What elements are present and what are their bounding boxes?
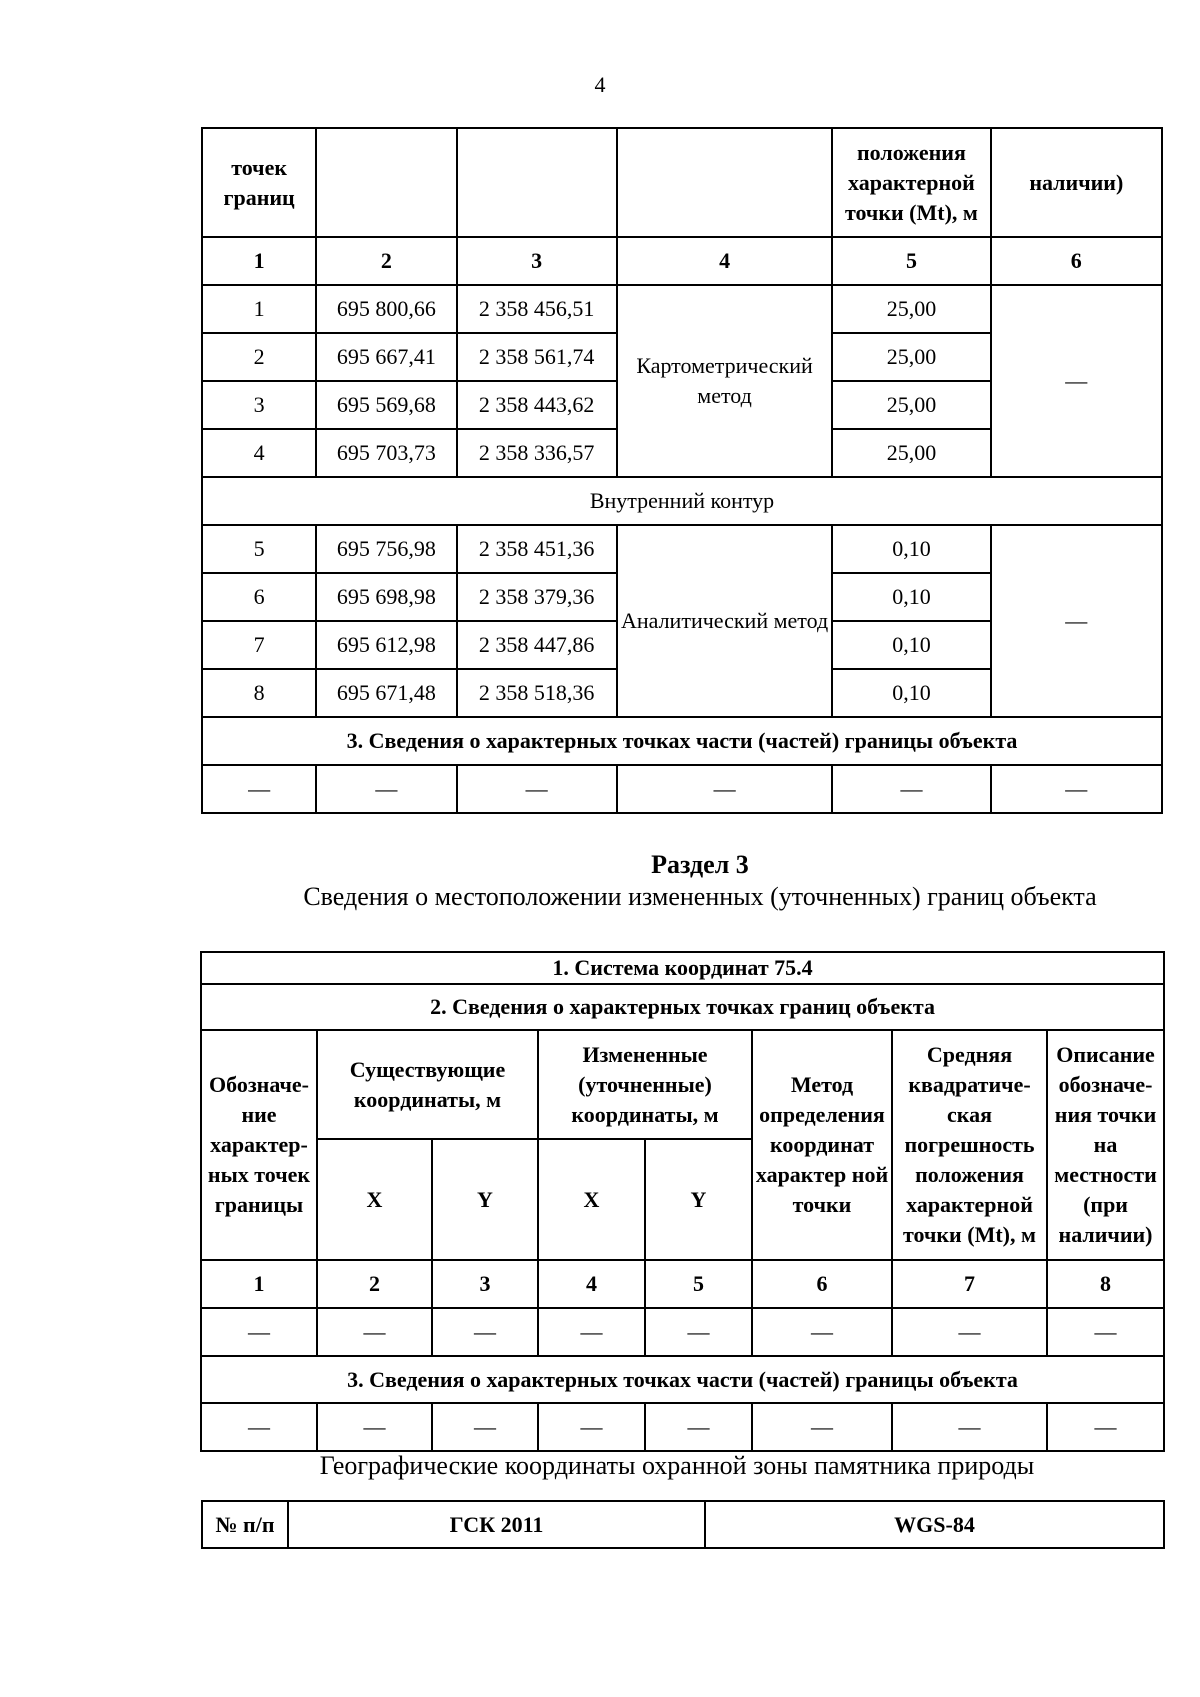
col-header: наличии) [991, 128, 1162, 237]
dash-cell: — [617, 765, 832, 813]
coord-x: 695 756,98 [316, 525, 456, 573]
header-row [201, 1030, 1164, 1139]
coord-x: 695 667,41 [316, 333, 456, 381]
point-number: 6 [202, 573, 316, 621]
x-header: X [538, 1139, 645, 1260]
mt-value: 25,00 [832, 333, 990, 381]
coord-y: 2 358 379,36 [457, 573, 617, 621]
description-cell: — [991, 285, 1162, 477]
dash-cell: — [317, 1403, 432, 1451]
section3-title: 3. Сведения о характерных точках части (частей) границы объекта [202, 717, 1162, 765]
dash-cell: — [538, 1308, 645, 1356]
point-number: 2 [202, 333, 316, 381]
point-number: 5 [202, 525, 316, 573]
col-number: 2 [317, 1260, 432, 1308]
col-number: 4 [617, 237, 832, 285]
inner-contour-row [202, 477, 1162, 525]
dash-cell: — [201, 1308, 317, 1356]
dash-cell: — [1047, 1403, 1164, 1451]
dash-cell: — [645, 1308, 752, 1356]
mt-value: 0,10 [832, 669, 990, 717]
mt-value: 25,00 [832, 429, 990, 477]
dash-cell: — [645, 1403, 752, 1451]
point-number: 3 [202, 381, 316, 429]
dash-cell: — [316, 765, 456, 813]
point-number: 4 [202, 429, 316, 477]
changed-coords-header: Измененные (уточненные) координаты, м [538, 1030, 752, 1139]
col-number: 2 [316, 237, 456, 285]
section-heading: Раздел 3 [651, 850, 749, 879]
section3-title: 3. Сведения о характерных точках части (частей) границы объекта [201, 1356, 1164, 1403]
dash-cell: — [991, 765, 1162, 813]
coord-x: 695 671,48 [316, 669, 456, 717]
dash-cell: — [892, 1403, 1047, 1451]
system-row [201, 952, 1164, 984]
coord-x: 695 569,68 [316, 381, 456, 429]
dash-cell: — [832, 765, 990, 813]
section-subheading: Сведения о местоположении измененных (уточненных) границ объекта [303, 882, 1097, 911]
mt-value: 25,00 [832, 381, 990, 429]
description-header: Описание обозначе-ния точки на местности (при наличии) [1047, 1030, 1164, 1260]
mt-value: 0,10 [832, 621, 990, 669]
dash-cell: — [1047, 1308, 1164, 1356]
col-number: 6 [991, 237, 1162, 285]
coord-x: 695 703,73 [316, 429, 456, 477]
dash-cell: — [432, 1403, 538, 1451]
point-number: 1 [202, 285, 316, 333]
col-number: 5 [645, 1260, 752, 1308]
dash-cell: — [752, 1308, 892, 1356]
y-header: Y [645, 1139, 752, 1260]
coord-y: 2 358 518,36 [457, 669, 617, 717]
table-row [202, 525, 1162, 573]
col-number: 4 [538, 1260, 645, 1308]
section-title-row [201, 984, 1164, 1030]
method-header: Метод определения координат характер ной точки [752, 1030, 892, 1260]
col-header [316, 128, 456, 237]
column-number-row [201, 1260, 1164, 1308]
geo-coordinates-table [201, 1500, 1165, 1549]
col-header [457, 128, 617, 237]
error-header: Средняя квадратиче-ская погрешность положения характерной точки (Mt), м [892, 1030, 1047, 1260]
col-header: № п/п [202, 1501, 288, 1548]
header-row [202, 1501, 1164, 1548]
coord-x: 695 612,98 [316, 621, 456, 669]
coord-y: 2 358 336,57 [457, 429, 617, 477]
col-header: положения характерной точки (Mt), м [832, 128, 990, 237]
col-header [617, 128, 832, 237]
dash-cell: — [432, 1308, 538, 1356]
dash-cell: — [892, 1308, 1047, 1356]
x-header: X [317, 1139, 432, 1260]
coord-y: 2 358 456,51 [457, 285, 617, 333]
existing-coords-header: Существующие координаты, м [317, 1030, 538, 1139]
col-number: 7 [892, 1260, 1047, 1308]
coord-y: 2 358 451,36 [457, 525, 617, 573]
col-number: 8 [1047, 1260, 1164, 1308]
point-number: 7 [202, 621, 316, 669]
inner-contour-label: Внутренний контур [202, 477, 1162, 525]
coord-x: 695 698,98 [316, 573, 456, 621]
header-continuation-row [202, 128, 1162, 237]
table-row [202, 765, 1162, 813]
mt-value: 25,00 [832, 285, 990, 333]
section-title-row [201, 1356, 1164, 1403]
col-number: 5 [832, 237, 990, 285]
dash-cell: — [752, 1403, 892, 1451]
coord-y: 2 358 443,62 [457, 381, 617, 429]
coordinate-system: 1. Система координат 75.4 [201, 952, 1164, 984]
col-header: точек границ [202, 128, 316, 237]
method-cell: Картометрический метод [617, 285, 832, 477]
dash-cell: — [202, 765, 316, 813]
col-number: 3 [432, 1260, 538, 1308]
dash-cell: — [457, 765, 617, 813]
col-number: 1 [201, 1260, 317, 1308]
table-row [201, 1403, 1164, 1451]
coord-y: 2 358 561,74 [457, 333, 617, 381]
page-number: 4 [594, 72, 606, 97]
col-header: WGS-84 [705, 1501, 1164, 1548]
method-cell: Аналитический метод [617, 525, 832, 717]
dash-cell: — [538, 1403, 645, 1451]
changed-boundaries-table [200, 951, 1165, 1452]
section-title-row [202, 717, 1162, 765]
point-number: 8 [202, 669, 316, 717]
coord-x: 695 800,66 [316, 285, 456, 333]
col-number: 6 [752, 1260, 892, 1308]
geo-coordinates-title: Географические координаты охранной зоны памятника природы [319, 1451, 1035, 1480]
table-row [201, 1308, 1164, 1356]
mt-value: 0,10 [832, 573, 990, 621]
section2-title: 2. Сведения о характерных точках границ объекта [201, 984, 1164, 1030]
dash-cell: — [317, 1308, 432, 1356]
designation-header: Обозначе-ние характер-ных точек границы [201, 1030, 317, 1260]
table-row [202, 285, 1162, 333]
description-cell: — [991, 525, 1162, 717]
col-header: ГСК 2011 [288, 1501, 705, 1548]
column-number-row [202, 237, 1162, 285]
col-number: 1 [202, 237, 316, 285]
boundary-points-table [201, 127, 1163, 814]
col-number: 3 [457, 237, 617, 285]
y-header: Y [432, 1139, 538, 1260]
coord-y: 2 358 447,86 [457, 621, 617, 669]
mt-value: 0,10 [832, 525, 990, 573]
dash-cell: — [201, 1403, 317, 1451]
